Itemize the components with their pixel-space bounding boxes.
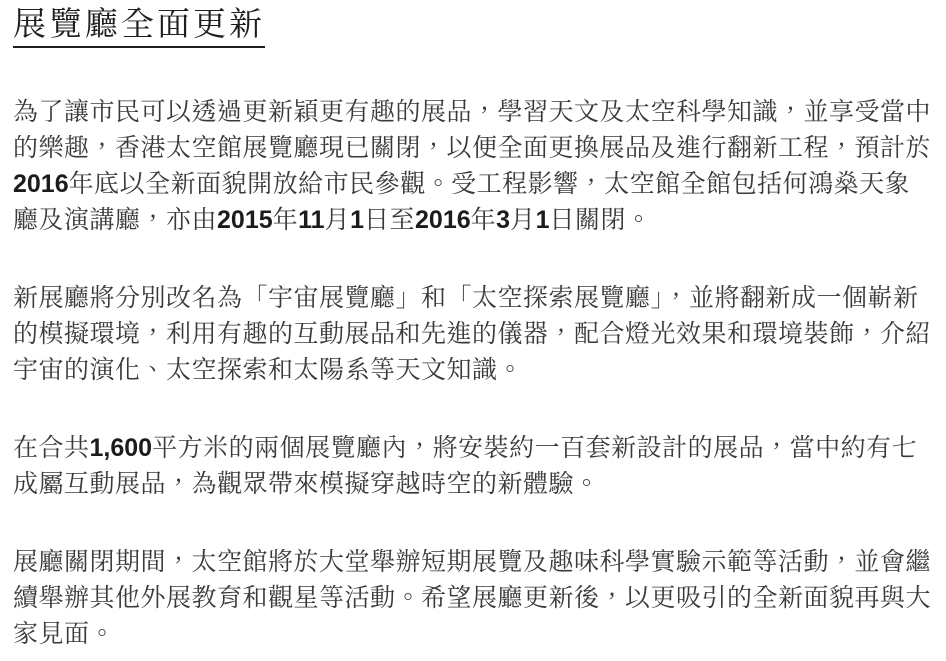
paragraph-renovation-notice: 為了讓市民可以透過更新穎更有趣的展品，學習天文及太空科學知識，並享受當中的樂趣，香港太空館展覽廳現已關閉，以便全面更換展品及進行翻新工程，預計於2016年底以全新面貌開放給市民參觀。受工程影響，太空館全館包括何鴻燊天象廳及演講廳，亦由2015年11月1日至2016年3月1日關閉。 xyxy=(13,98,932,234)
page-title xyxy=(13,4,934,48)
paragraph-interim-activities: 展廳關閉期間，太空館將於大堂舉辦短期展覽及趣味科學實驗示範等活動，並會繼續舉辦其他外展教育和觀星等活動。希望展廳更新後，以更吸引的全新面貌再與大家見面。 xyxy=(13,548,932,648)
paragraph-exhibit-stats: 在合共1,600平方米的兩個展覽廳內，將安裝約一百套新設計的展品，當中約有七成屬互動展品，為觀眾帶來模擬穿越時空的新體驗。 xyxy=(13,434,918,498)
paragraph-new-hall-names: 新展廳將分別改名為「宇宙展覽廳」和「太空探索展覽廳」，並將翻新成一個嶄新的模擬環境，利用有趣的互動展品和先進的儀器，配合燈光效果和環境裝飾，介紹宇宙的演化、太空探索和太陽系等天文知識。 xyxy=(13,284,932,384)
page-title-text: 展覽廳全面更新 xyxy=(13,4,265,48)
